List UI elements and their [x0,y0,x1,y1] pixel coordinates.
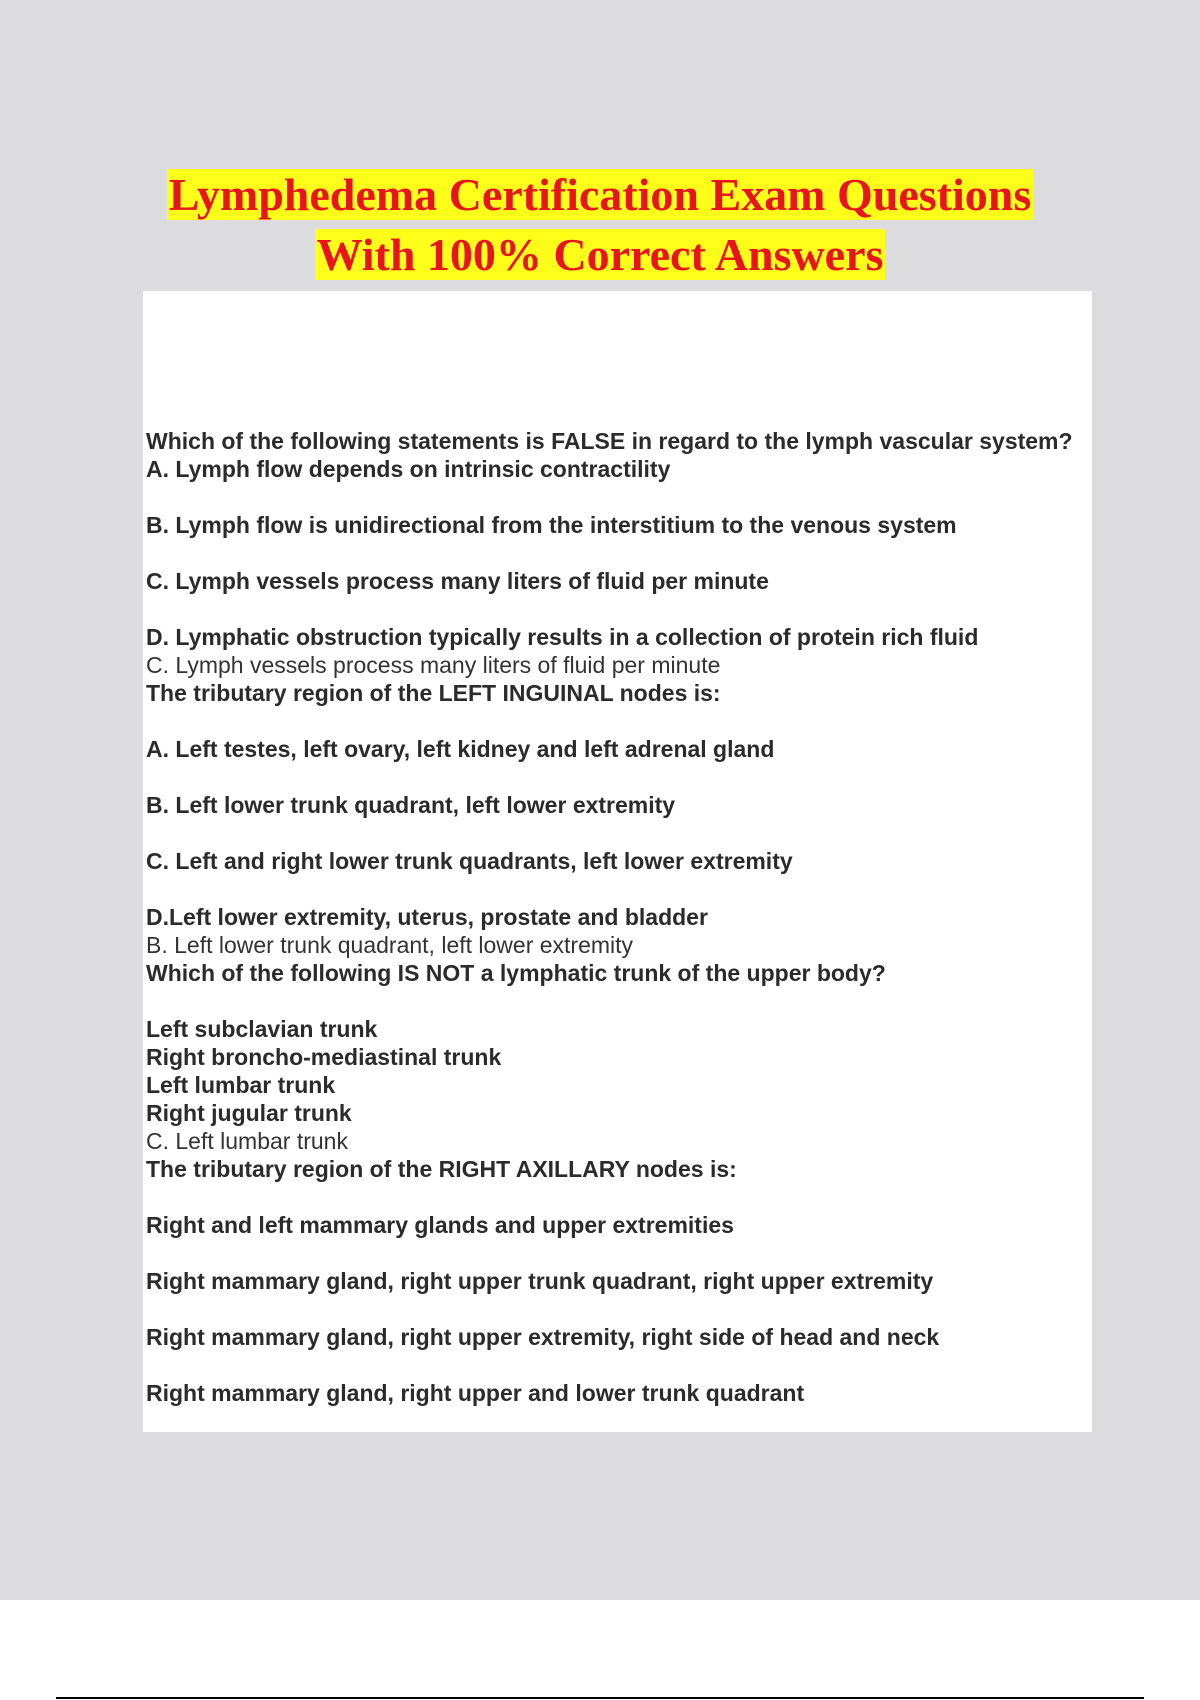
answer-option: D.Left lower extremity, uterus, prostate and bladder [146,904,708,930]
question-text: Which of the following statements is FALSE in regard to the lymph vascular system? [146,428,1073,454]
correct-answer: B. Left lower trunk quadrant, left lower extremity [146,932,634,958]
question-text: Which of the following IS NOT a lymphatic trunk of the upper body? [146,960,886,986]
document-title [0,165,1200,285]
answer-option: D. Lymphatic obstruction typically results in a collection of protein rich fluid [146,624,979,650]
answer-option: Right mammary gland, right upper and lower trunk quadrant [146,1380,805,1406]
answer-option: A. Lymph flow depends on intrinsic contractility [146,456,671,482]
answer-option: C. Lymph vessels process many liters of fluid per minute [146,568,769,594]
answer-option: A. Left testes, left ovary, left kidney and left adrenal gland [146,736,775,762]
answer-option: Left lumbar trunk [146,1072,336,1098]
answer-option: C. Left and right lower trunk quadrants, left lower extremity [146,848,793,874]
answer-option: Right mammary gland, right upper extremity, right side of head and neck [146,1324,940,1350]
answer-option: B. Left lower trunk quadrant, left lower extremity [146,792,676,818]
correct-answer: C. Left lumbar trunk [146,1128,348,1154]
question-text: The tributary region of the RIGHT AXILLARY nodes is: [146,1156,737,1182]
correct-answer: C. Lymph vessels process many liters of fluid per minute [146,652,721,678]
title-line-1: Lymphedema Certification Exam Questions [168,169,1032,220]
title-line-2: With 100% Correct Answers [316,229,884,280]
answer-option: Right jugular trunk [146,1100,352,1126]
answer-option: B. Lymph flow is unidirectional from the interstitium to the venous system [146,512,957,538]
footer-divider [56,1697,1144,1699]
content-panel [143,291,1092,1432]
question-list [146,427,1086,1407]
answer-option: Right mammary gland, right upper trunk quadrant, right upper extremity [146,1268,934,1294]
answer-option: Right broncho-mediastinal trunk [146,1044,502,1070]
question-text: The tributary region of the LEFT INGUINAL nodes is: [146,680,721,706]
answer-option: Right and left mammary glands and upper extremities [146,1212,734,1238]
answer-option: Left subclavian trunk [146,1016,378,1042]
